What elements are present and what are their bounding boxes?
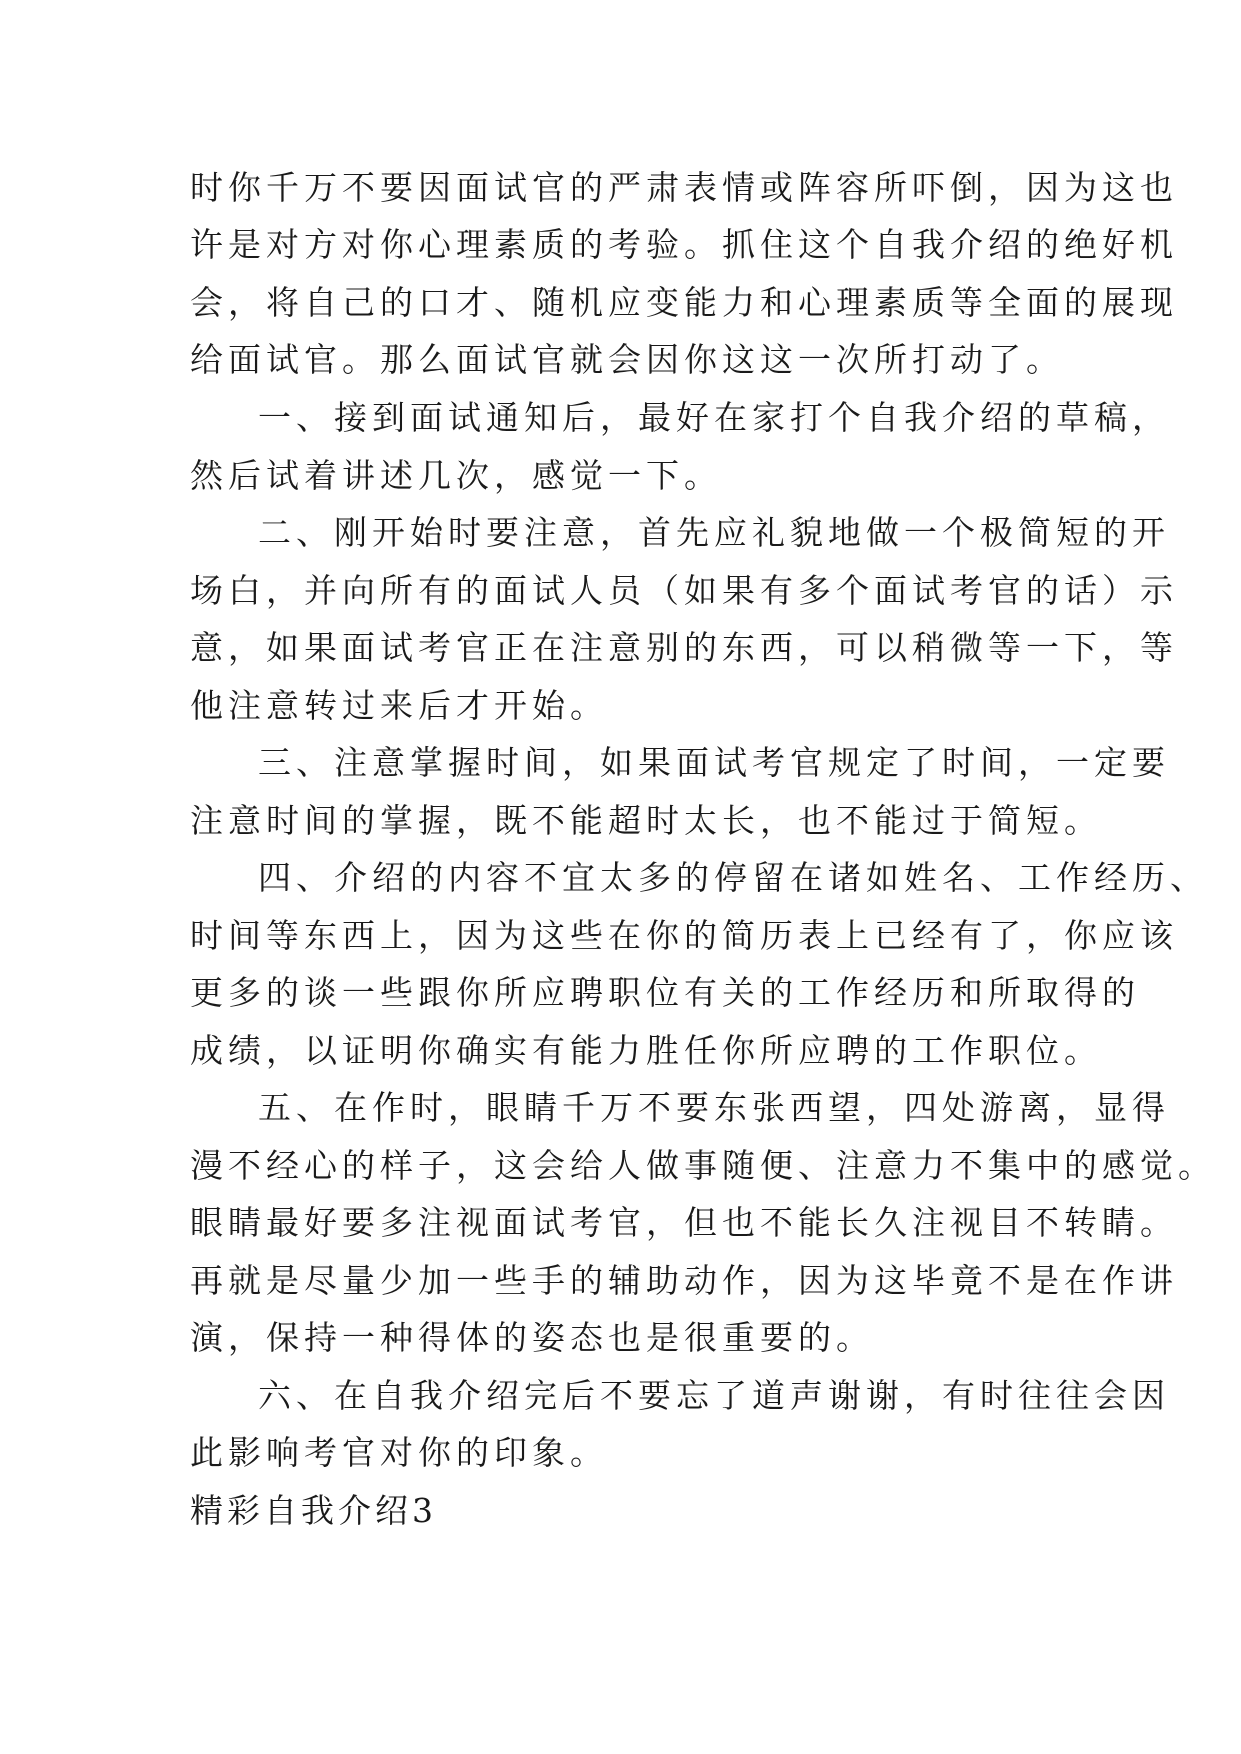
paragraph-2-line: 意，如果面试考官正在注意别的东西，可以稍微等一下，等 <box>190 628 1178 667</box>
body-line: 时你千万不要因面试官的严肃表情或阵容所吓倒，因为这也 <box>190 168 1178 207</box>
paragraph-5-line: 眼睛最好要多注视面试考官，但也不能长久注视目不转睛。 <box>190 1203 1178 1242</box>
paragraph-3-line: 注意时间的掌握，既不能超时太长，也不能过于简短。 <box>190 801 1102 840</box>
body-line: 会，将自己的口才、随机应变能力和心理素质等全面的展现 <box>190 283 1178 322</box>
section-heading: 精彩自我介绍3 <box>190 1491 437 1530</box>
paragraph-2-line: 他注意转过来后才开始。 <box>190 686 608 725</box>
paragraph-2-line: 二、刚开始时要注意，首先应礼貌地做一个极简短的开 <box>258 513 1170 552</box>
paragraph-5-line: 演，保持一种得体的姿态也是很重要的。 <box>190 1318 874 1357</box>
paragraph-5-line: 五、在作时，眼睛千万不要东张西望，四处游离，显得 <box>258 1088 1170 1127</box>
paragraph-3-line: 三、注意掌握时间，如果面试考官规定了时间，一定要 <box>258 743 1170 782</box>
paragraph-6-line: 六、在自我介绍完后不要忘了道声谢谢，有时往往会因 <box>258 1376 1170 1415</box>
paragraph-4-line: 四、介绍的内容不宜太多的停留在诸如姓名、工作经历、 <box>258 858 1208 897</box>
paragraph-4-line: 更多的谈一些跟你所应聘职位有关的工作经历和所取得的 <box>190 973 1140 1012</box>
paragraph-5-line: 再就是尽量少加一些手的辅助动作，因为这毕竟不是在作讲 <box>190 1261 1178 1300</box>
paragraph-6-line: 此影响考官对你的印象。 <box>190 1433 608 1472</box>
body-line: 给面试官。那么面试官就会因你这这一次所打动了。 <box>190 340 1064 379</box>
body-line: 许是对方对你心理素质的考验。抓住这个自我介绍的绝好机 <box>190 225 1178 264</box>
paragraph-1-line: 一、接到面试通知后，最好在家打个自我介绍的草稿， <box>258 398 1170 437</box>
paragraph-4-line: 成绩，以证明你确实有能力胜任你所应聘的工作职位。 <box>190 1031 1102 1070</box>
paragraph-4-line: 时间等东西上，因为这些在你的简历表上已经有了，你应该 <box>190 916 1178 955</box>
paragraph-5-line: 漫不经心的样子，这会给人做事随便、注意力不集中的感觉。 <box>190 1146 1216 1185</box>
paragraph-2-line: 场白，并向所有的面试人员（如果有多个面试考官的话）示 <box>190 571 1178 610</box>
paragraph-1-line: 然后试着讲述几次，感觉一下。 <box>190 456 722 495</box>
